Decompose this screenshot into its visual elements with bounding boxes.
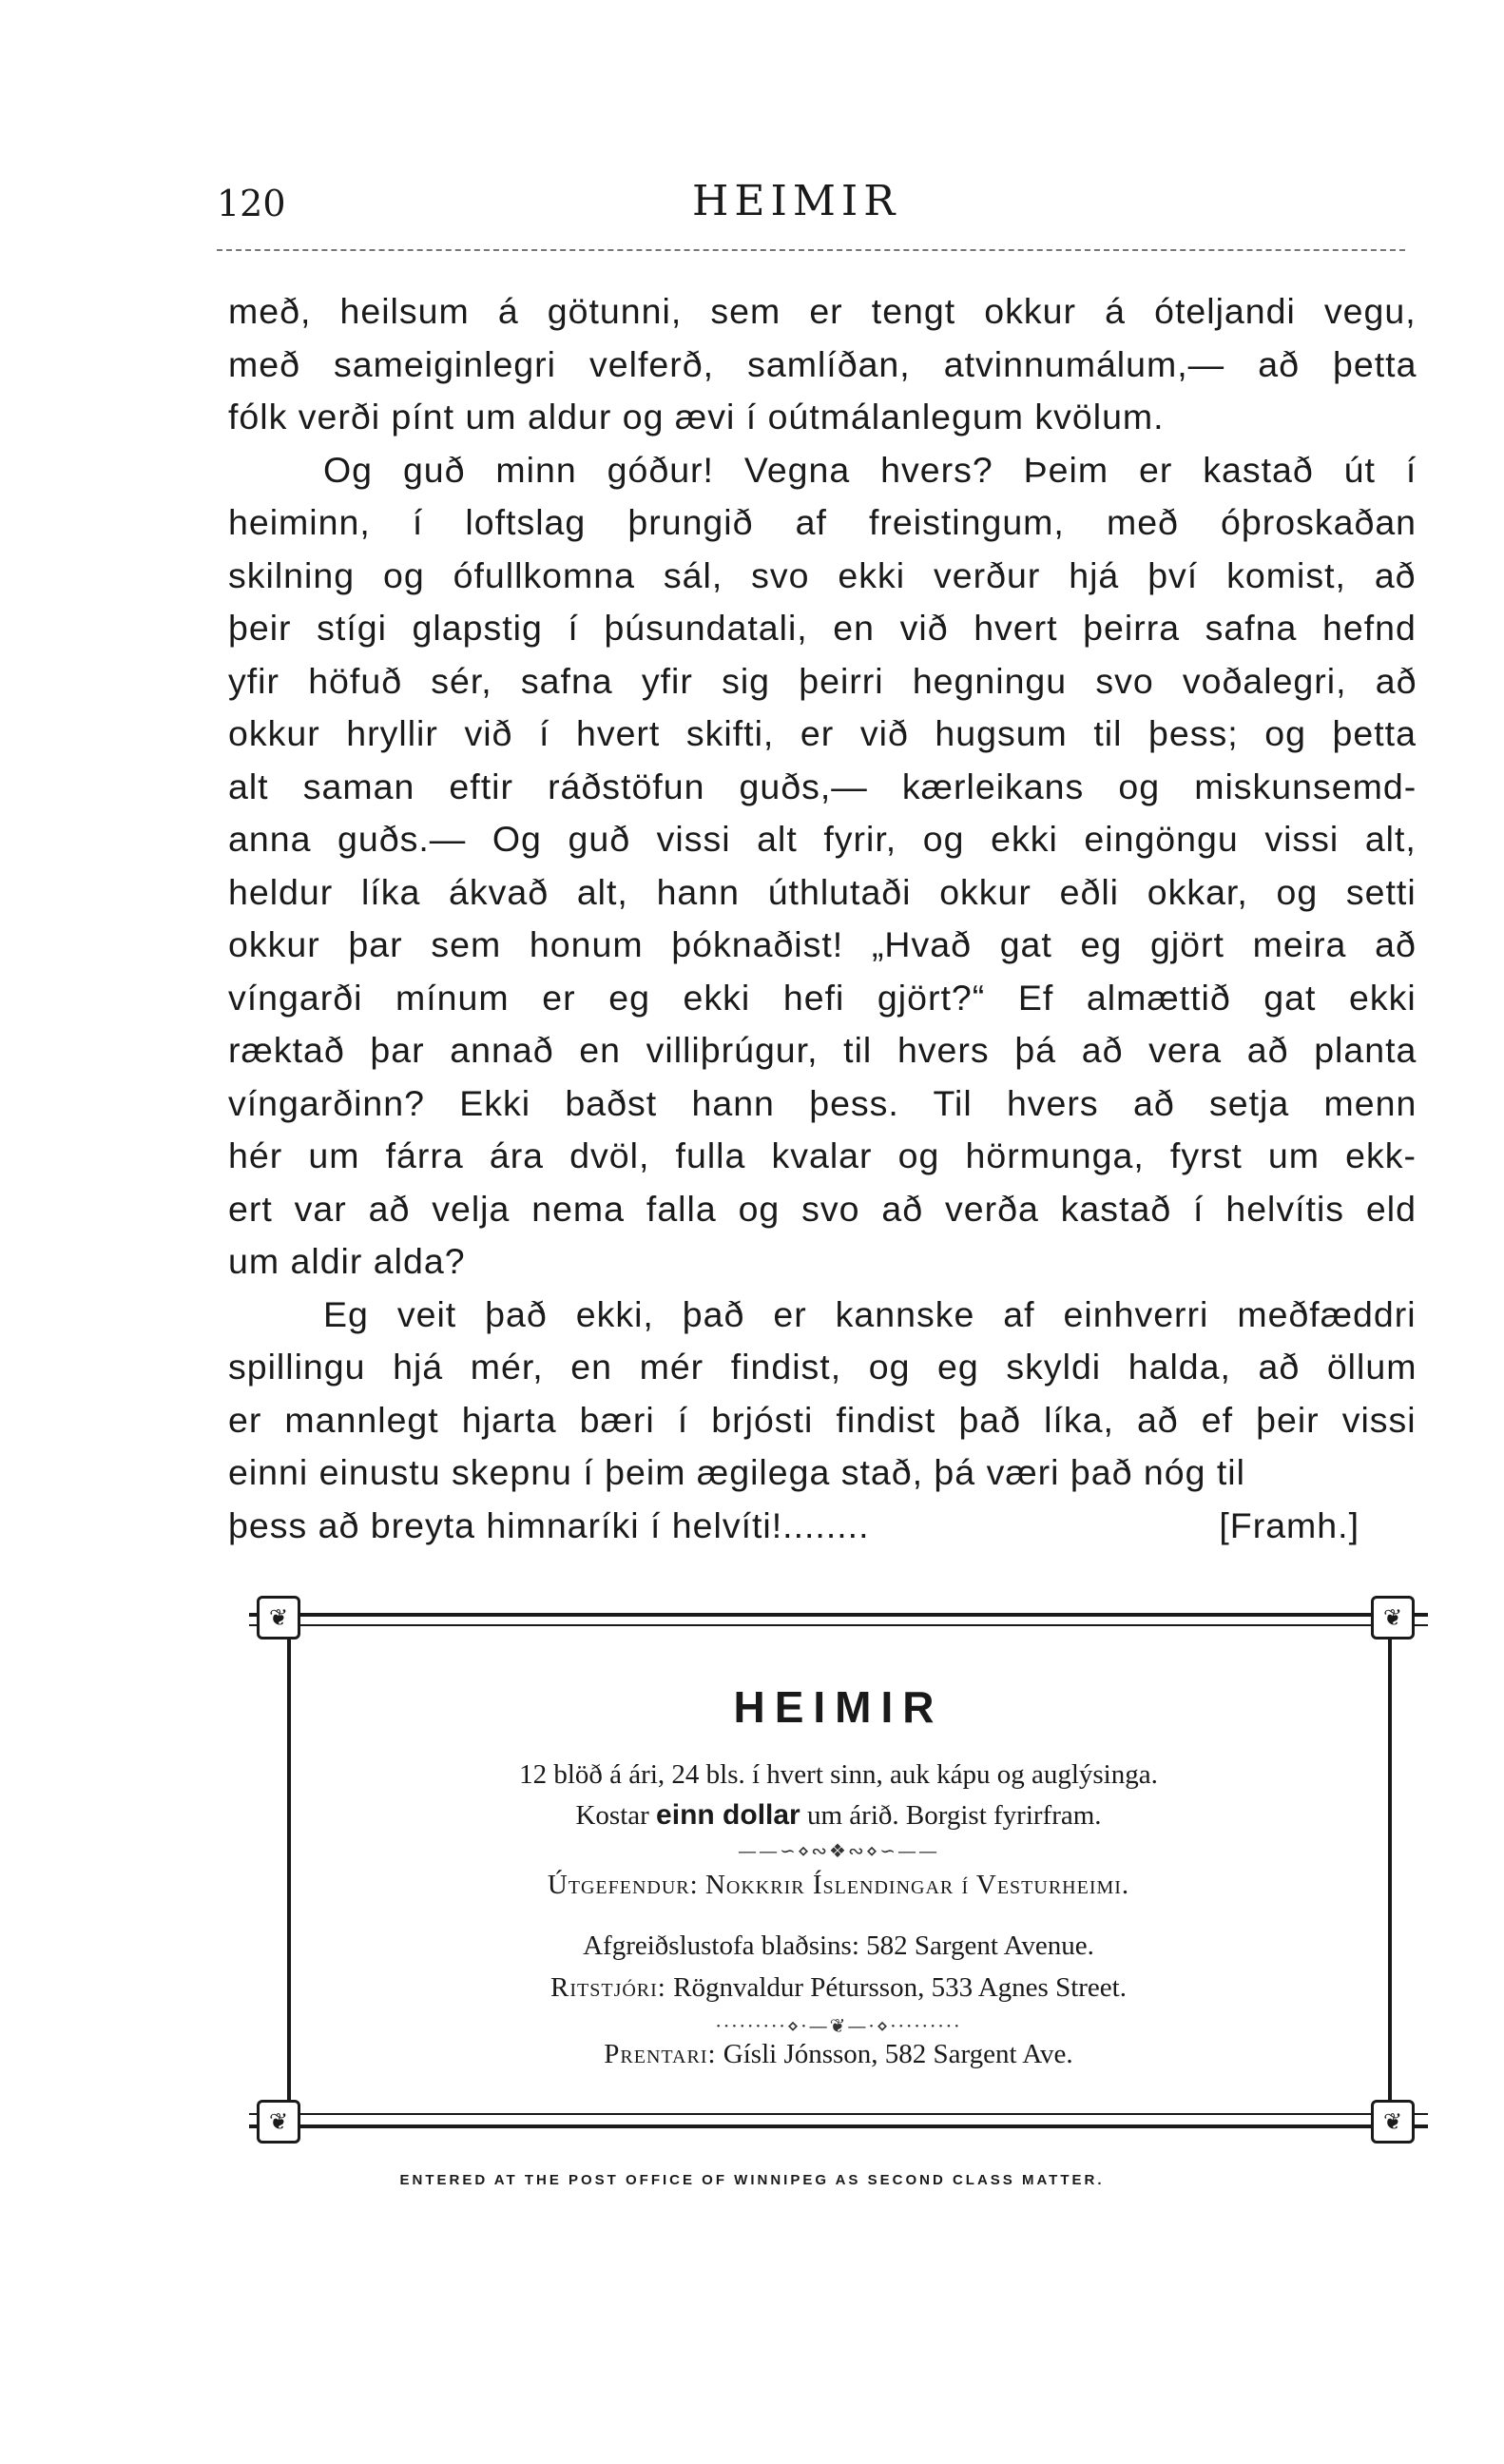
text-line: Eg veit það ekki, það er kannske af einhverri meðfæddri (323, 1293, 1417, 1334)
text-line: okkur hryllir við í hvert skifti, er við hugsum til þess; og þetta (228, 713, 1417, 753)
fleuron-ornament-icon: ❦ (1371, 1596, 1415, 1639)
ad-publisher-line: Útgefendur: Nokkrir Íslendingar í Vesturheimi. (547, 1870, 1130, 1900)
paragraph (228, 285, 1417, 444)
text-line: er mannlegt hjarta bæri í brjósti findist það líka, að ef þeir vissi (228, 1399, 1417, 1440)
text-line: víngarðinn? Ekki baðst hann þess. Til hvers að setja menn (228, 1082, 1417, 1123)
header-rule (217, 249, 1405, 251)
closing-sentence: þess að breyta himnaríki í helvíti!........ (228, 1504, 870, 1545)
text-line: um aldir alda? (228, 1241, 466, 1281)
fleuron-ornament-icon: ❦ (257, 2100, 300, 2144)
advertisement-box (249, 1596, 1428, 2143)
ad-bottom-rule (249, 2124, 1428, 2128)
ad-divider: ·········⋄·—❦—·⋄········· (715, 2014, 962, 2037)
page-header (217, 177, 1405, 240)
continued-label: [Framh.] (1219, 1504, 1359, 1545)
ad-divider: ——∽⋄∾❖∾⋄∽—— (738, 1839, 939, 1862)
text-line: spillingu hjá mér, en mér findist, og eg skyldi halda, að öllum (228, 1347, 1417, 1387)
text-line: hér um fárra ára dvöl, fulla kvalar og hörmunga, fyrst um ekk- (228, 1135, 1417, 1175)
fleuron-ornament-icon: ❦ (1371, 2100, 1415, 2144)
paragraph (228, 1289, 1417, 1500)
text-line: einni einustu skepnu í þeim ægilega stað, þá væri það nóg til (228, 1452, 1245, 1492)
text-line: fólk verði pínt um aldur og ævi í oútmálanlegum kvölum. (228, 397, 1165, 437)
text-line: heldur líka ákvað alt, hann úthlutaði okkur eðli okkar, og setti (228, 871, 1417, 912)
ad-title: HEIMIR (733, 1682, 944, 1732)
text-line: okkur þar sem honum þóknaðist! „Hvað gat eg gjört meira að (228, 924, 1417, 964)
paragraph (228, 444, 1417, 1289)
ad-printer-line: Prentari: Gísli Jónsson, 582 Sargent Ave. (604, 2039, 1073, 2069)
text-line: með, heilsum á götunni, sem er tengt okkur á óteljandi vegu, (228, 291, 1417, 331)
text-line: Og guð minn góður! Vegna hvers? Þeim er kastað út í (323, 449, 1417, 490)
ad-office-line: Afgreiðslustofa blaðsins: 582 Sargent Avenue. (583, 1930, 1094, 1961)
text-line: með sameiginlegri velferð, samlíðan, atvinnumálum,— að þetta (228, 343, 1417, 384)
text-line: heiminn, í loftslag þrungið af freistingum, með óþroskaðan (228, 502, 1417, 542)
text-line: anna guðs.— Og guð vissi alt fyrir, og ekki eingöngu vissi alt, (228, 819, 1417, 859)
ad-cost-amount: einn dollar (656, 1799, 800, 1831)
ad-cost-line: Kostar einn dollar um árið. Borgist fyrirfram. (575, 1799, 1102, 1831)
page-number: 120 (217, 183, 286, 224)
ad-bottom-inner-rule (249, 2113, 1428, 2115)
text-line: þeir stígi glapstig í þúsundatali, en við hvert þeirra safna hefnd (228, 608, 1417, 648)
article-body (228, 285, 1417, 1552)
postal-notice: ENTERED AT THE POST OFFICE OF WINNIPEG AS SECOND CLASS MATTER. (399, 2172, 1105, 2188)
text-line: alt saman eftir ráðstöfun guðs,— kærleikans og miskunsemd- (228, 766, 1417, 806)
ad-price-line: 12 blöð á ári, 24 bls. í hvert sinn, auk kápu og auglýsinga. (519, 1759, 1158, 1790)
paragraphs-container (228, 285, 1417, 1500)
ad-top-inner-rule (249, 1624, 1428, 1626)
text-line: yfir höfuð sér, safna yfir sig þeirri hegningu svo voðalegri, að (228, 660, 1417, 701)
fleuron-ornament-icon: ❦ (257, 1596, 300, 1639)
text-line: ert var að velja nema falla og svo að verða kastað í helvítis eld (228, 1188, 1417, 1229)
text-line: ræktað þar annað en villiþrúgur, til hvers þá að vera að planta (228, 1030, 1417, 1070)
text-line: skilning og ófullkomna sál, svo ekki verður hjá því komist, að (228, 554, 1417, 595)
ad-top-rule (249, 1613, 1428, 1617)
text-line: víngarði mínum er eg ekki hefi gjört?“ Ef almættið gat ekki (228, 977, 1417, 1018)
ad-editor-line: Ritstjóri: Rögnvaldur Pétursson, 533 Agnes Street. (550, 1972, 1127, 2003)
running-title: HEIMIR (692, 177, 901, 225)
closing-line (228, 1500, 1417, 1553)
